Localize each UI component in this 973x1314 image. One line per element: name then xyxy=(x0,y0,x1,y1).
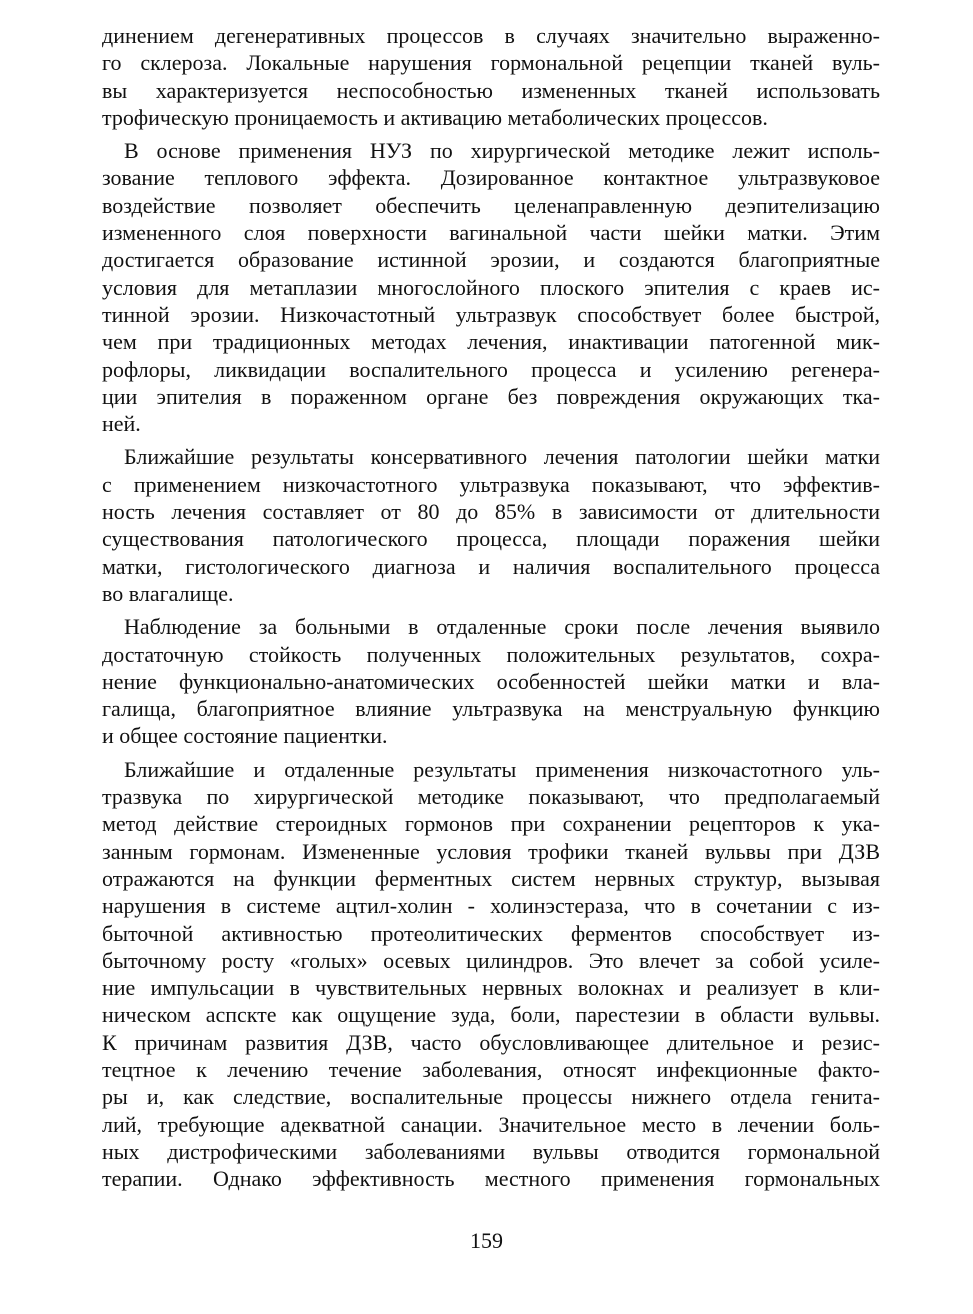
text-line: измененного слоя поверхности вагинальной части шейки матки. Этим xyxy=(102,220,880,246)
text-line: воздействие позволяет обеспечить целенаправленную деэпителизацию xyxy=(102,192,880,218)
text-line: рофлоры, ликвидации воспалительного процесса и усилению регенера- xyxy=(102,356,880,382)
paragraph-3 xyxy=(102,443,880,607)
text-line: Наблюдение за больными в отдаленные сроки после лечения выявило xyxy=(124,614,880,640)
text-line: чем при традиционных методах лечения, инактивации патогенной мик- xyxy=(102,329,880,355)
text-line: тецтное к лечению течение заболевания, относят инфекционные факто- xyxy=(102,1056,880,1082)
text-line: достигается образование истинной эрозии, и создаются благоприятные xyxy=(102,247,880,273)
text-line: нарушения в системе ацтил-холин - холинэстераза, что в сочетании с из- xyxy=(102,893,880,919)
text-line: с применением низкочастотного ультразвука показывают, что эффектив- xyxy=(102,471,880,497)
text-line: тинной эрозии. Низкочастотный ультразвук способствует более быстрой, xyxy=(102,301,880,327)
text-line: быточной активностью протеолитических ферментов способствует из- xyxy=(102,920,880,946)
text-line: галища, благоприятное влияние ультразвука на менструальную функцию xyxy=(102,696,880,722)
text-line: К причинам развития ДЗВ, часто обусловливающее длительное и резис- xyxy=(102,1029,880,1055)
text-line: отражаются на функции ферментных систем нервных структур, вызывая xyxy=(102,865,880,891)
text-line: В основе применения НУЗ по хирургической методике лежит исполь- xyxy=(124,138,880,164)
text-line: Ближайшие результаты консервативного лечения патологии шейки матки xyxy=(124,444,880,470)
text-line: ническом аспскте как ощущение зуда, боли, парестезии в области вульвы. xyxy=(102,1002,880,1028)
text-line: ние импульсации в чувствительных нервных волокнах и реализует в кли- xyxy=(102,975,880,1001)
text-line: зование теплового эффекта. Дозированное контактное ультразвуковое xyxy=(102,165,880,191)
text-line: ней. xyxy=(102,411,141,437)
page-body xyxy=(102,22,880,1198)
text-line: трофическую проницаемость и активацию метаболических процессов. xyxy=(102,104,768,130)
text-line: и общее состояние пациентки. xyxy=(102,723,388,749)
text-line: метод действие стероидных гормонов при сохранении рецепторов к ука- xyxy=(102,811,880,837)
text-line: лий, требующие адекватной санации. Значительное место в лечении боль- xyxy=(102,1111,880,1137)
page-number: 159 xyxy=(470,1228,503,1253)
text-line: матки, гистологического диагноза и наличия воспалительного процесса xyxy=(102,553,880,579)
text-line: условия для метаплазии многослойного плоского эпителия с краев ис- xyxy=(102,274,880,300)
text-line: ных дистрофическими заболеваниями вульвы отводится гормональной xyxy=(102,1138,880,1164)
text-line: существования патологического процесса, площади поражения шейки xyxy=(102,526,880,552)
text-line: быточному росту «голых» осевых цилиндров. Это влечет за собой усиле- xyxy=(102,947,880,973)
text-line: терапии. Однако эффективность местного применения гормональных xyxy=(102,1166,880,1192)
text-line: динением дегенеративных процессов в случаях значительно выраженно- xyxy=(102,23,880,48)
text-line: во влагалище. xyxy=(102,580,234,606)
text-line: ность лечения составляет от 80 до 85% в зависимости от длительности xyxy=(102,499,880,525)
text-line: достаточную стойкость полученных положительных результатов, сохра- xyxy=(102,641,880,667)
paragraph-4 xyxy=(102,613,880,749)
text-line: нение функционально-анатомических особенностей шейки матки и вла- xyxy=(102,668,880,694)
text-line: занным гормонам. Измененные условия трофики тканей вульвы при ДЗВ xyxy=(102,838,880,864)
text-line: вы характеризуется неспособностью измененных тканей использовать xyxy=(102,77,880,103)
paragraph-1 xyxy=(102,22,880,131)
paragraph-2 xyxy=(102,137,880,437)
text-line: го склероза. Локальные нарушения гормональной рецепции тканей вуль- xyxy=(102,50,880,76)
text-line: тразвука по хирургической методике показывают, что предполагаемый xyxy=(102,784,880,810)
paragraph-5 xyxy=(102,756,880,1193)
text-line: ры и, как следствие, воспалительные процессы нижнего отдела генита- xyxy=(102,1084,880,1110)
text-line: Ближайшие и отдаленные результаты применения низкочастотного уль- xyxy=(124,756,880,782)
text-line: ции эпителия в пораженном органе без повреждения окружающих тка- xyxy=(102,383,880,409)
